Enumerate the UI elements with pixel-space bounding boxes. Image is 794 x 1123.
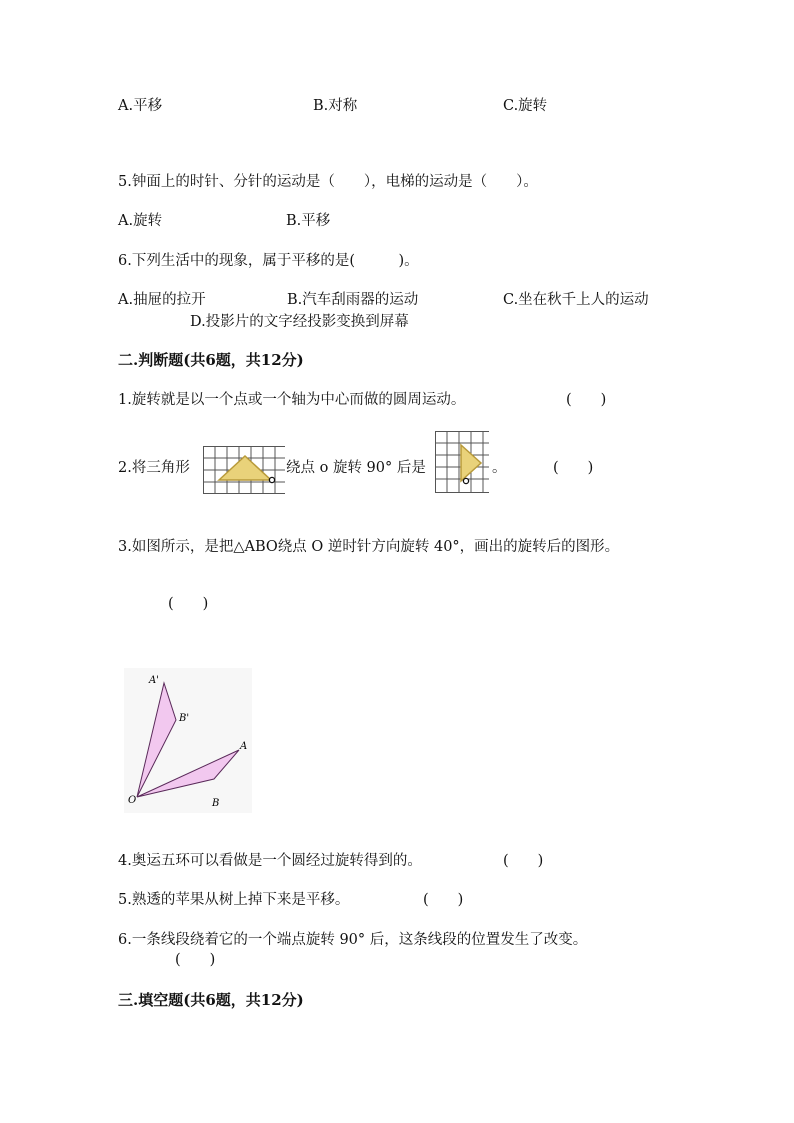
point-o — [269, 477, 274, 482]
label-b: B — [212, 798, 220, 809]
rotated-triangle-grid-figure — [435, 431, 489, 493]
question-6-option-a: A.抽屉的拉开 — [118, 292, 206, 308]
rotation-figure — [124, 668, 252, 813]
question-6-option-d: D.投影片的文字经投影变换到屏幕 — [190, 314, 409, 330]
option-a: A.平移 — [118, 98, 163, 114]
question-5-option-a: A.旋转 — [118, 213, 163, 229]
triangle-grid-figure — [203, 446, 285, 494]
option-b: B.对称 — [313, 98, 358, 114]
judge-6-answer-paren: ( ) — [175, 952, 216, 968]
judge-5-answer-paren: ( ) — [423, 892, 464, 908]
question-5-option-b: B.平移 — [286, 213, 331, 229]
judge-2-text-a: 2.将三角形 — [118, 460, 190, 476]
label-o: O — [128, 795, 137, 806]
option-c: C.旋转 — [503, 98, 548, 114]
judge-3-text: 3.如图所示，是把△ABO绕点 O 逆时针方向旋转 40°，画出的旋转后的图形。 — [118, 539, 620, 555]
section-3-heading: 三.填空题(共6题，共12分) — [118, 991, 304, 1009]
judge-4-answer-paren: ( ) — [503, 853, 544, 869]
judge-4-text: 4.奥运五环可以看做是一个圆经过旋转得到的。 — [118, 853, 422, 869]
judge-2-answer-paren: ( ) — [553, 460, 594, 476]
judge-6-text: 6.一条线段绕着它的一个端点旋转 90° 后，这条线段的位置发生了改变。 — [118, 932, 588, 948]
rotated-point-o — [463, 478, 468, 483]
judge-1-answer-paren: ( ) — [566, 392, 607, 408]
judge-2-text-b: 绕点 o 旋转 90° 后是 — [286, 460, 426, 476]
question-6-stem: 6.下列生活中的现象，属于平移的是( )。 — [118, 253, 419, 269]
label-a-prime: A' — [149, 675, 159, 686]
question-6-option-b: B.汽车刮雨器的运动 — [287, 292, 419, 308]
judge-1-text: 1.旋转就是以一个点或一个轴为中心而做的圆周运动。 — [118, 392, 466, 408]
question-5-stem: 5.钟面上的时针、分针的运动是（ ），电梯的运动是（ ）。 — [118, 174, 538, 190]
label-a: A — [240, 741, 248, 752]
label-b-prime: B' — [179, 713, 190, 724]
judge-2-text-c: 。 — [492, 460, 507, 476]
question-6-option-c: C.坐在秋千上人的运动 — [503, 292, 649, 308]
section-2-heading: 二.判断题(共6题，共12分) — [118, 351, 304, 369]
judge-3-answer-paren: ( ) — [168, 596, 209, 612]
judge-5-text: 5.熟透的苹果从树上掉下来是平移。 — [118, 892, 350, 908]
